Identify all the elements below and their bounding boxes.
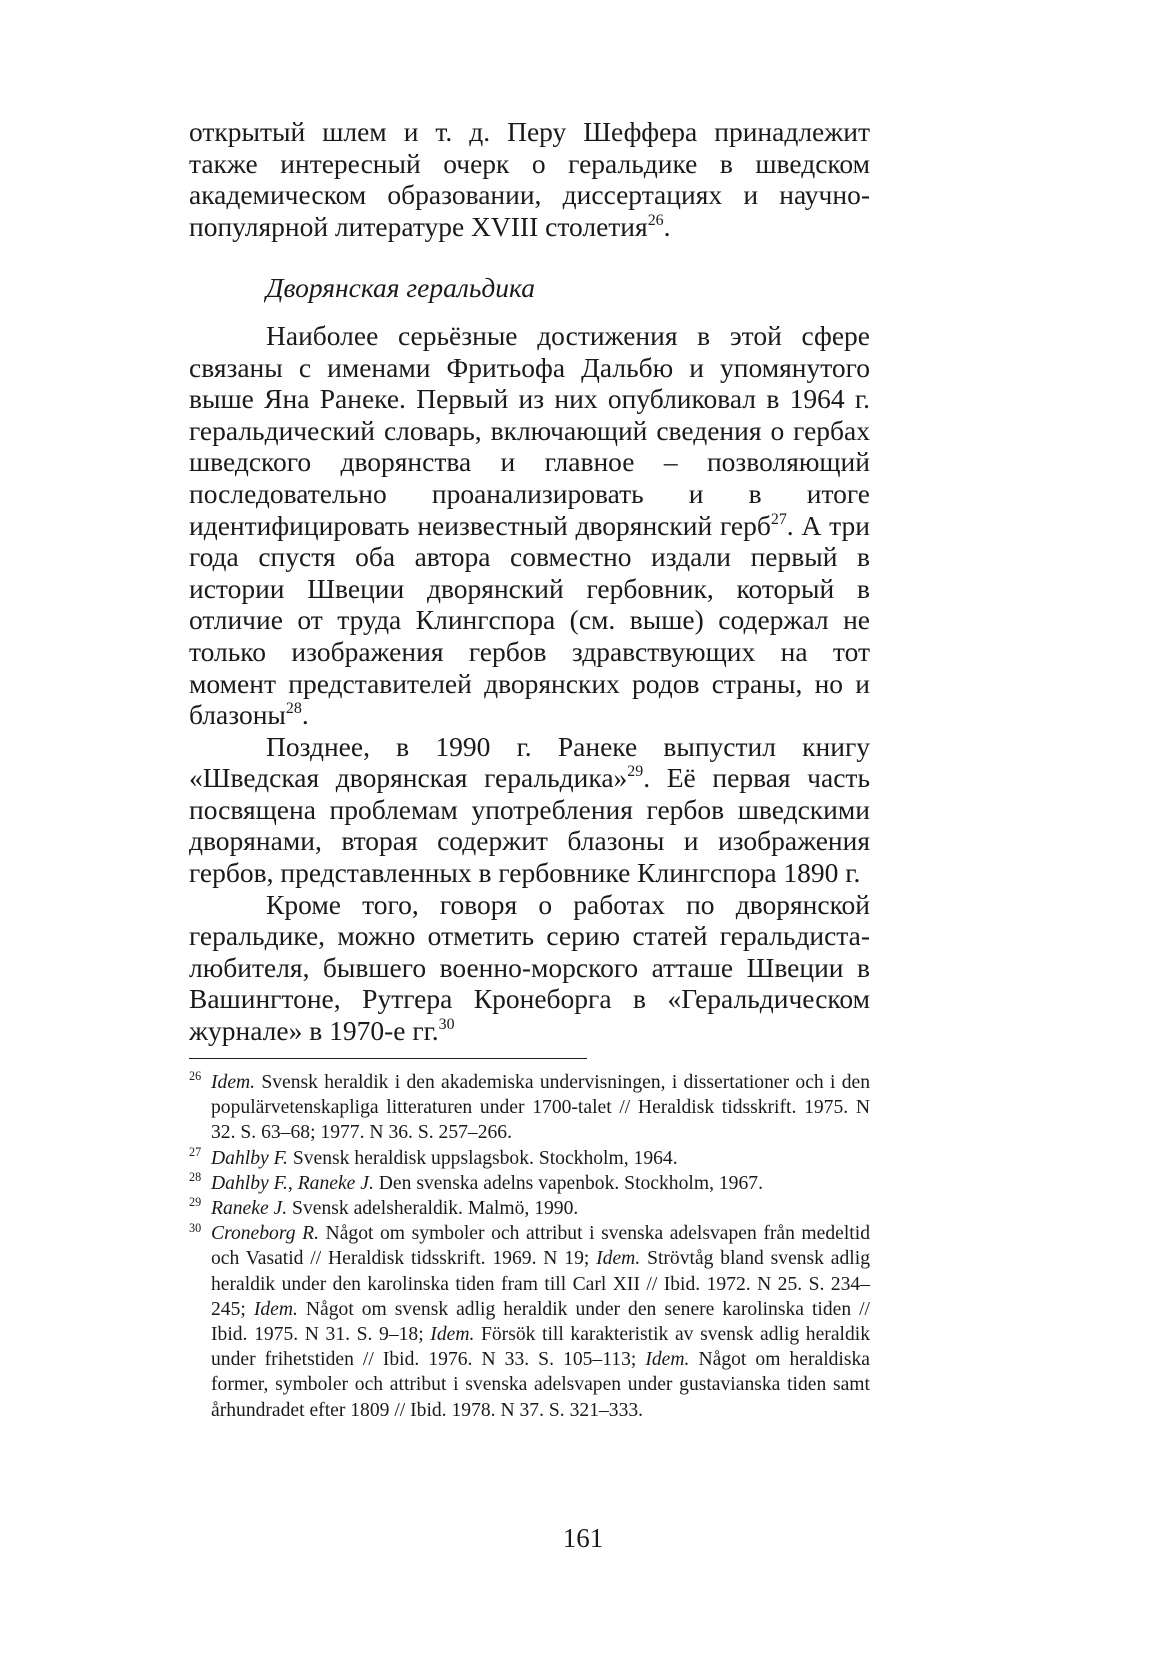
- footnote-ref-29[interactable]: 29: [627, 763, 644, 781]
- paragraph-raneke: Позднее, в 1990 г. Ранеке выпустил книгу «Шведская дворянская геральдика»$^{29}$. Её первая часть посвящена проблемам употребления гербов шведскими дворянами, вторая содержит блазоны и изображения гербов, представленных в гербовнике Клингспора 1890 г.: [189, 730, 870, 889]
- footnote-30: 30 Croneborg R. Något om symboler och attribut i svenska adelsvapen från medeltid och Vasatid // Heraldisk tidsskrift. 1969. N 19; Idem. Strövtåg bland svensk adlig heraldik under den karolinska tiden fram till Carl XII // Ibid. 1972. N 25. S. 234–245; Idem. Något om svensk adlig heraldik under den senere karolinska tiden // Ibid. 1975. N 31. S. 9–18; Idem. Försök till karakteristik av svensk adlig heraldik under frihetstiden // Ibid. 1976. N 33. S. 105–113; Idem. Något om heraldiska former, symboler och attribut i svenska adelsvapen under gustavianska tiden samt århundradet efter 1809 // Ibid. 1978. N 37. S. 321–333.: [189, 1220, 871, 1421]
- footnote-ref-30[interactable]: 30: [438, 1015, 455, 1033]
- footnote-author: Idem.: [211, 1072, 256, 1093]
- footnote-ref-27[interactable]: 27: [770, 510, 787, 528]
- footnote-author: Dahlby F.: [211, 1147, 288, 1169]
- footnotes: [189, 1070, 870, 1423]
- section-heading: Дворянская геральдика: [266, 272, 535, 304]
- footnote-author: Croneborg R.: [211, 1223, 319, 1245]
- footnote-28: 28 Dahlby F., Raneke J. Den svenska adelns vapenbok. Stockholm, 1967.: [189, 1170, 763, 1194]
- page-number: 161: [562, 1523, 604, 1553]
- footnote-ref-28[interactable]: 28: [285, 699, 302, 717]
- main-text: [189, 116, 870, 1047]
- footnote-27: 27 Dahlby F. Svensk heraldisk uppslagsbok. Stockholm, 1964.: [189, 1145, 678, 1169]
- paragraph-dahlby: Наиболее серьёзные достижения в этой сфере связаны с именами Фритьофа Дальбю и упомянутого выше Яна Ранеке. Первый из них опубликовал в 1964 г. геральдический словарь, включающий сведения о гербах шведского дворянства и главное – позволяющий последовательно проанализировать и в итоге идентифицировать неизвестный дворянский герб$^{27}$. А три года спустя оба автора совместно издали первый в истории Швеции дворянский гербовник, который в отличие от труда Клингспора (см. выше) содержал не только изображения гербов здравствующих на тот момент представителей дворянских родов страны, но и блазоны$^{28}$.: [189, 319, 870, 731]
- paragraph-croneborg: Кроме того, говоря о работах по дворянской геральдике, можно отметить серию статей геральдиста-любителя, бывшего военно-морского атташе Швеции в Вашингтоне, Рутгера Кронеборга в «Геральдическом журнале» в 1970-е гг.$^{30}$: [189, 888, 870, 1047]
- footnote-author: Raneke J.: [211, 1198, 288, 1220]
- footnote-26: 26 Idem. Svensk heraldik i den akademiska undervisningen, i dissertationer och i den populärvetenskapliga litteraturen under 1700-talet // Heraldisk tidsskrift. 1975. N 32. S. 63–68; 1977. N 36. S. 257–266.: [189, 1069, 870, 1144]
- footnote-separator: [189, 1058, 587, 1059]
- footnote-author: Dahlby F., Raneke J.: [211, 1172, 374, 1194]
- paragraph-continuation: открытый шлем и т. д. Перу Шеффера принадлежит также интересный очерк о геральдике в шведском академическом образовании, диссертациях и научно-популярной литературе XVIII столетия$^{26}$.: [189, 116, 870, 242]
- footnote-ref-26[interactable]: 26: [647, 211, 664, 229]
- footnote-29: 29 Raneke J. Svensk adelsheraldik. Malmö, 1990.: [189, 1195, 579, 1220]
